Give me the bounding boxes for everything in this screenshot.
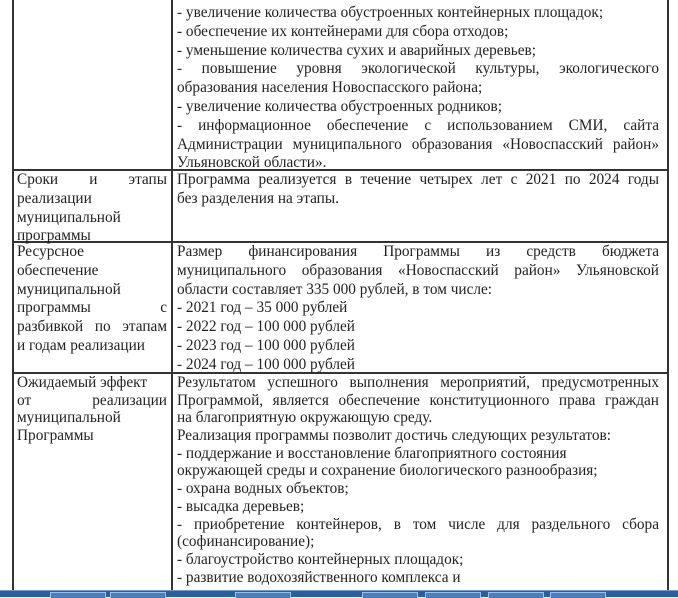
text-line: - охрана водных объектов; bbox=[177, 480, 349, 498]
text-line: - повышение уровня экологической культуры, экологического bbox=[177, 60, 659, 78]
text-line: - приобретение контейнеров, в том числе для раздельного сбора bbox=[177, 515, 659, 533]
text-line: Реализация программы позволит достичь следующих результатов: bbox=[177, 427, 612, 445]
text-line: - увеличение количества обустроенных контейнерных площадок; bbox=[177, 4, 604, 21]
table-column-divider bbox=[171, 0, 173, 596]
text-line: Программа реализуется в течение четырех лет с 2021 по 2024 годы bbox=[177, 171, 659, 188]
text-line: Размер финансирования Программы из средств бюджета bbox=[177, 243, 659, 260]
text-line: муниципального образования «Новоспасский район» Ульяновской bbox=[177, 261, 659, 279]
taskbar-button[interactable] bbox=[425, 592, 481, 598]
text-line: - информационное обеспечение с использованием СМИ, сайта bbox=[177, 116, 659, 134]
text-line: - 2023 год – 100 000 рублей bbox=[177, 336, 355, 354]
text-line: - поддержание и восстановление благоприятного состояния bbox=[177, 444, 567, 462]
text-line: реализации bbox=[17, 189, 92, 207]
text-line: - благоустройство контейнерных площадок; bbox=[177, 550, 464, 568]
text-line: разбивкой по этапам bbox=[17, 318, 167, 336]
text-line: муниципальной bbox=[17, 208, 121, 226]
table-cell-left bbox=[17, 374, 167, 445]
table-cell-right bbox=[177, 374, 659, 586]
taskbar-button[interactable] bbox=[50, 592, 106, 598]
text-line: - высадка деревьев; bbox=[177, 497, 305, 515]
taskbar-button[interactable] bbox=[488, 592, 544, 598]
text-line: Ульяновской области». bbox=[177, 154, 327, 172]
text-line: - 2022 год – 100 000 рублей bbox=[177, 318, 355, 336]
taskbar-button[interactable] bbox=[362, 592, 418, 598]
text-line: и годам реализации bbox=[17, 336, 145, 354]
text-line: - 2021 год – 35 000 рублей bbox=[177, 299, 348, 317]
text-line: области составляет 335 000 рублей, в том числе: bbox=[177, 280, 493, 298]
text-line: муниципальной bbox=[17, 280, 121, 298]
text-line: окружающей среды и сохранение биологического разнообразия; bbox=[177, 462, 598, 480]
text-line: - развитие водохозяйственного комплекса и bbox=[177, 568, 461, 586]
table-border-right bbox=[667, 0, 669, 596]
text-line: программы bbox=[17, 227, 91, 245]
text-line: программы с bbox=[17, 299, 167, 317]
taskbar-button[interactable] bbox=[110, 592, 166, 598]
text-line: Администрации муниципального образования «Новоспасский район» bbox=[177, 135, 659, 153]
text-line: муниципальной bbox=[17, 409, 121, 427]
text-line: Ожидаемый эффект bbox=[17, 374, 148, 391]
text-line: от реализации bbox=[17, 391, 167, 409]
text-line: Ресурсное bbox=[17, 243, 84, 260]
table-cell-right bbox=[177, 243, 659, 375]
text-line: - увеличение количества обустроенных родников; bbox=[177, 97, 503, 115]
table-border-left bbox=[12, 0, 14, 596]
text-line: Программой, является обеспечение конституционного права граждан bbox=[177, 391, 659, 409]
taskbar-button[interactable] bbox=[550, 592, 606, 598]
text-line: без разделения на этапы. bbox=[177, 189, 339, 207]
table-cell-right bbox=[177, 171, 659, 209]
table-cell-right bbox=[177, 4, 659, 173]
text-line: Программы bbox=[17, 427, 94, 445]
text-line: на благоприятную окружающую среду. bbox=[177, 409, 433, 427]
text-line: - 2024 год – 100 000 рублей bbox=[177, 355, 355, 373]
text-line: - уменьшение количества сухих и аварийных деревьев; bbox=[177, 41, 537, 59]
text-line: Результатом успешного выполнения мероприятий, предусмотренных bbox=[177, 374, 659, 391]
text-line: (софинансирование); bbox=[177, 533, 315, 551]
text-line: образования населения Новоспасского района; bbox=[177, 79, 483, 97]
text-line: обеспечение bbox=[17, 261, 99, 279]
table-cell-left bbox=[17, 171, 167, 246]
table-cell-left bbox=[17, 243, 167, 356]
taskbar-button[interactable] bbox=[235, 592, 291, 598]
text-line: Сроки и этапы bbox=[17, 171, 167, 188]
text-line: - обеспечение их контейнерами для сбора отходов; bbox=[177, 22, 509, 40]
